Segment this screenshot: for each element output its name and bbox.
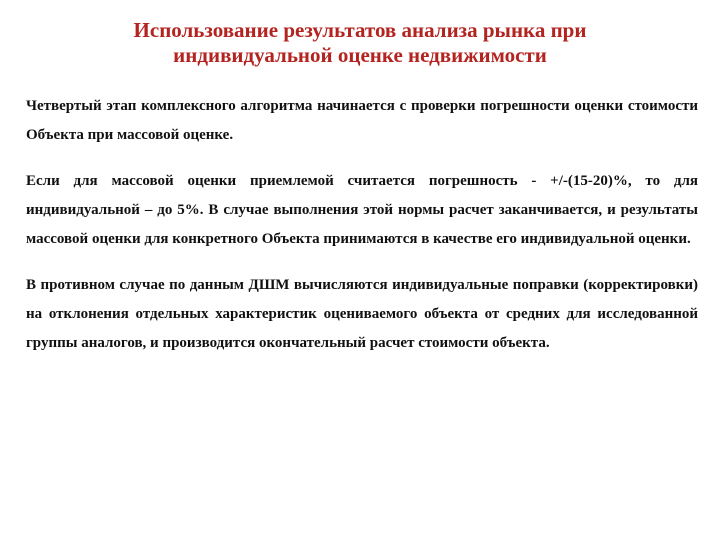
slide-title-line-2: индивидуальной оценке недвижимости — [173, 43, 547, 67]
paragraph-adjustments: В противном случае по данным ДШМ вычисляются индивидуальные поправки (корректировки) на отклонения отдельных характеристик оцениваемого объекта от средних для исследованной группы аналогов, и производится окончательный расчет стоимости объекта. — [26, 277, 698, 351]
paragraph-error-threshold: Если для массовой оценки приемлемой считается погрешность - +/-(15-20)%, то для индивидуальной – до 5%. В случае выполнения этой нормы расчет заканчивается, и результаты массовой оценки для конкретного Объекта принимаются в качестве его индивидуальной оценки. — [26, 173, 698, 247]
paragraph-stage-four: Четвертый этап комплексного алгоритма начинается с проверки погрешности оценки стоимости Объекта при массовой оценке. — [26, 98, 698, 143]
slide-body — [26, 92, 698, 375]
slide-title-line-1: Использование результатов анализа рынка при — [133, 18, 587, 42]
slide-title — [60, 18, 660, 68]
